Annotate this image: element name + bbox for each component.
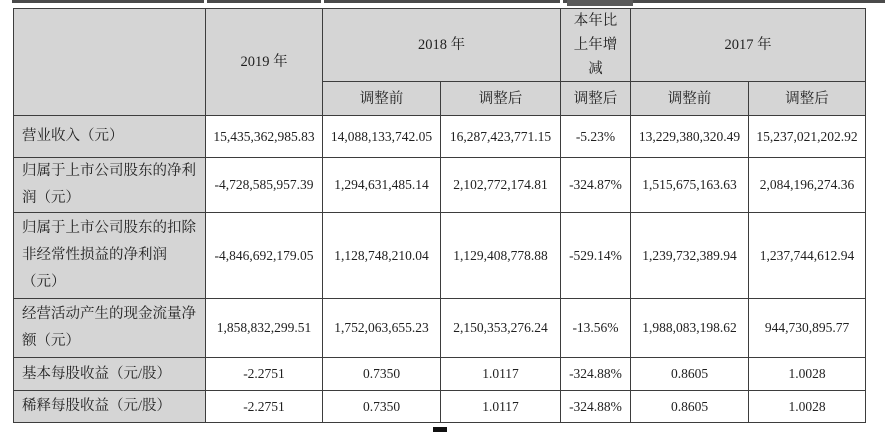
row-label: 稀释每股收益（元/股） — [14, 391, 206, 423]
cell-2017-after: 1,237,744,612.94 — [749, 213, 866, 299]
cropped-content-artifact — [324, 0, 560, 3]
key-financials-table — [13, 8, 866, 423]
row-label: 营业收入（元） — [14, 116, 206, 158]
header-yoy-change: 本年比上年增减 — [561, 9, 631, 82]
header-2017: 2017 年 — [631, 9, 866, 82]
cell-change: -529.14% — [561, 213, 631, 299]
cell-change: -5.23% — [561, 116, 631, 158]
cell-2019: 1,858,832,299.51 — [206, 299, 323, 358]
table-row-diluted-eps — [14, 391, 866, 423]
subheader-2018-after-adjust: 调整后 — [441, 82, 561, 116]
header-2019: 2019 年 — [206, 9, 323, 116]
header-2018: 2018 年 — [323, 9, 561, 82]
cell-2018-before: 1,752,063,655.23 — [323, 299, 441, 358]
cell-2019: -4,846,692,179.05 — [206, 213, 323, 299]
table-row-net-profit — [14, 158, 866, 213]
cell-2017-after: 1.0028 — [749, 358, 866, 391]
cell-change: -324.88% — [561, 358, 631, 391]
cell-2017-after: 2,084,196,274.36 — [749, 158, 866, 213]
cell-2017-before: 0.8605 — [631, 391, 749, 423]
cell-2018-before: 0.7350 — [323, 391, 441, 423]
cell-2017-before: 1,239,732,389.94 — [631, 213, 749, 299]
header-corner-cell — [14, 9, 206, 116]
cropped-content-artifact — [12, 0, 204, 3]
cell-2017-before: 1,988,083,198.62 — [631, 299, 749, 358]
cell-2017-after: 1.0028 — [749, 391, 866, 423]
cell-2019: -2.2751 — [206, 358, 323, 391]
row-label: 基本每股收益（元/股） — [14, 358, 206, 391]
cell-change: -324.87% — [561, 158, 631, 213]
cell-2019: -4,728,585,957.39 — [206, 158, 323, 213]
cropped-content-artifact — [207, 0, 321, 3]
cell-2018-before: 14,088,133,742.05 — [323, 116, 441, 158]
row-label: 经营活动产生的现金流量净额（元） — [14, 299, 206, 358]
subheader-change-after-adjust: 调整后 — [561, 82, 631, 116]
table-row-operating-cash-flow — [14, 299, 866, 358]
table-row-basic-eps — [14, 358, 866, 391]
subheader-2017-after-adjust: 调整后 — [749, 82, 866, 116]
cell-2017-before: 13,229,380,320.49 — [631, 116, 749, 158]
cell-2018-after: 16,287,423,771.15 — [441, 116, 561, 158]
cell-change: -324.88% — [561, 391, 631, 423]
cell-change: -13.56% — [561, 299, 631, 358]
cell-2018-before: 1,128,748,210.04 — [323, 213, 441, 299]
cell-2018-after: 1.0117 — [441, 391, 561, 423]
cropped-content-artifact — [567, 0, 633, 6]
cell-2018-after: 2,150,353,276.24 — [441, 299, 561, 358]
subheader-2017-before-adjust: 调整前 — [631, 82, 749, 116]
cell-2018-after: 2,102,772,174.81 — [441, 158, 561, 213]
cell-2018-before: 0.7350 — [323, 358, 441, 391]
cell-2017-after: 944,730,895.77 — [749, 299, 866, 358]
table-row-revenue — [14, 116, 866, 158]
cell-2018-after: 1,129,408,778.88 — [441, 213, 561, 299]
cell-2017-before: 0.8605 — [631, 358, 749, 391]
row-label: 归属于上市公司股东的净利润（元） — [14, 158, 206, 213]
cell-2019: -2.2751 — [206, 391, 323, 423]
cell-2018-after: 1.0117 — [441, 358, 561, 391]
row-label: 归属于上市公司股东的扣除非经常性损益的净利润（元） — [14, 213, 206, 299]
cell-2018-before: 1,294,631,485.14 — [323, 158, 441, 213]
cell-2017-after: 15,237,021,202.92 — [749, 116, 866, 158]
cropped-page-number-artifact — [433, 427, 447, 432]
table-row-net-profit-excl-nonrecurring — [14, 213, 866, 299]
subheader-2018-before-adjust: 调整前 — [323, 82, 441, 116]
cell-2019: 15,435,362,985.83 — [206, 116, 323, 158]
cell-2017-before: 1,515,675,163.63 — [631, 158, 749, 213]
